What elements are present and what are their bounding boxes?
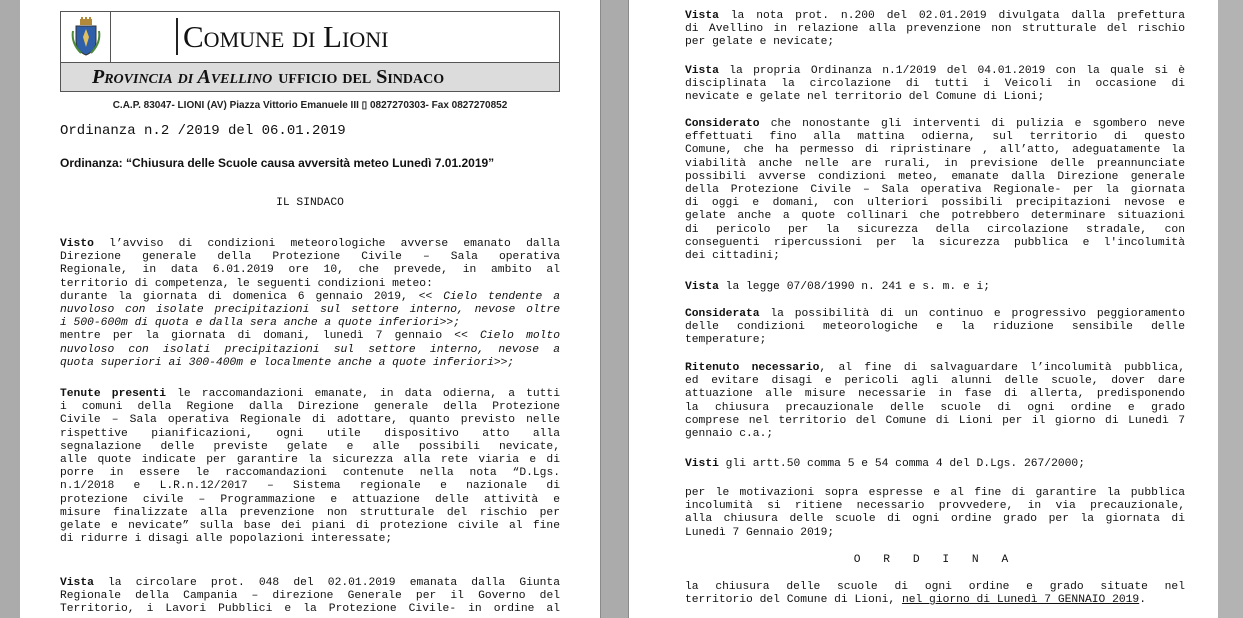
paragraph-line: per gelate e nevicate; — [685, 36, 835, 49]
coat-of-arms-logo — [61, 12, 111, 63]
paragraph-line: possibili avverse condizioni meteo, emanate dalla Direzione generale — [685, 170, 1185, 183]
paragraph-ritenuto — [685, 362, 1185, 441]
paragraph-line: viabilità anche nelle are rurali, in previsione delle preannunciate — [685, 157, 1185, 170]
paragraph-vista-legge — [685, 281, 1185, 294]
paragraph-chiusura — [685, 581, 1185, 607]
paragraph-lead: Considerato — [685, 118, 760, 130]
paragraph-considerato — [685, 118, 1185, 263]
paragraph-visto-avviso — [60, 238, 560, 370]
paragraph-line: gli artt.50 comma 5 e 54 comma 4 del D.Lgs. 267/2000; — [718, 458, 1085, 470]
paragraph-lead: Considerata — [685, 308, 760, 320]
paragraph-considerata — [685, 308, 1185, 348]
paragraph-line: Regionale, in data 6.01.2019 ore 10, che prevede, in ambito al — [60, 264, 560, 277]
paragraph-line: effettuati fino alla mattina odierna, sul territorio di questo — [685, 131, 1185, 144]
forecast-quote: << Cielo tendente a — [418, 290, 560, 303]
document-page-left — [20, 0, 601, 618]
document-page-right — [628, 0, 1218, 618]
paragraph-line: la chiusura precauzionale delle scuole di ogni ordine e grado — [685, 401, 1185, 414]
forecast-quote: << Cielo molto — [454, 330, 560, 343]
paragraph-line: di Avellino in relazione alla prevenzione non strutturale del rischio — [685, 23, 1185, 36]
paragraph-line: Territorio, i Lavori Pubblici e la Protezione Civile- in ordine al — [60, 603, 560, 616]
paragraph-line: territorio del Comune di Lioni, — [685, 594, 902, 607]
ordinance-object: Ordinanza: “Chiusura delle Scuole causa avversità meteo Lunedì 7.01.2019” — [60, 156, 495, 170]
office-name: ufficio del Sindaco — [278, 65, 445, 88]
paragraph-line: segnalazione delle previste gelate e alle possibili nevicate, — [60, 440, 560, 453]
paragraph-line: alle quote indicate per garantire la sicurezza alla rete viaria e di — [60, 454, 560, 467]
paragraph-line: i comuni della Regione dalla Direzione generale della Protezione — [60, 401, 560, 414]
paragraph-lead: Visto — [60, 238, 94, 250]
paragraph-line: delle condizioni meteorologiche e la riduzione sensibile delle — [685, 321, 1185, 334]
paragraph-line: gelate e nevicate” sulla base dei piani di protezione civile al fine — [60, 520, 560, 533]
underlined-date: nel giorno di Lunedì 7 GENNAIO 2019 — [901, 594, 1140, 607]
paragraph-line: di ridurre i disagi alle popolazioni interessate; — [60, 533, 393, 546]
paragraph-visti — [685, 458, 1185, 471]
header-subtitle-row — [61, 63, 559, 91]
paragraph-line: gelate anche a quote collinari che potrebbero determinare situazioni — [685, 210, 1185, 223]
paragraph-line: protezione civile – Programmazione e attuazione delle attività e — [60, 493, 560, 506]
paragraph-line: dei cittadini; — [685, 250, 780, 263]
paragraph-line: gennaio c.a.; — [685, 428, 774, 441]
paragraph-line: Civile – Sala operativa Regionale di adottare, quanto previsto nelle — [60, 414, 560, 427]
paragraph-line: comprese nel territorio del Comune di Lioni per il giorno di Lunedì 7 — [685, 414, 1185, 427]
paragraph-line: la circolare prot. 048 del 02.01.2019 emanata dalla Giunta — [93, 577, 560, 589]
coat-of-arms-icon — [71, 17, 101, 57]
paragraph-lead: Visti — [685, 458, 719, 470]
paragraph-line: territorio di competenza, le seguenti condizioni meteo: — [60, 277, 433, 290]
ordina-heading: O R D I N A — [853, 554, 1017, 566]
paragraph-lead: Vista — [685, 65, 719, 77]
text-cursor-bar — [176, 18, 178, 55]
paragraph-vista-circolare — [60, 577, 560, 617]
paragraph-line: Lunedì 7 Gennaio 2019; — [685, 526, 835, 539]
paragraph-line: le raccomandazioni emanate, in data odierna, a tutti — [166, 388, 560, 400]
paragraph-lead: Ritenuto necessario — [685, 362, 820, 374]
paragraph-tenute-presenti — [60, 388, 560, 546]
forecast-quote: nuvoloso con isolate precipitazioni sul settore interno, nevose oltre — [60, 304, 560, 317]
paragraph-lead: Vista — [685, 281, 719, 293]
authority-heading: IL SINDACO — [276, 197, 344, 209]
paragraph-line: per le motivazioni sopra espresse e al fine di garantire la pubblica — [685, 487, 1185, 499]
paragraph-line: nevicate e gelate nel territorio del Comune di Lioni; — [685, 91, 1045, 104]
province-name: Provincia di Avellino — [92, 65, 273, 88]
paragraph-line: attuazione alle misure necessarie in fase di allerta, predisponendo — [685, 388, 1185, 401]
paragraph-line: conseguenti ripercussioni per la sicurezza pubblica e l'incolumità — [685, 236, 1185, 249]
forecast-quote: quota superiori ai 300-400m e localmente anche a quote inferiori>>; — [60, 356, 515, 369]
window-edge — [1218, 0, 1243, 618]
paragraph-line: della Protezione Civile – Sala operativa Regionale- per la giornata — [685, 184, 1185, 197]
paragraph-line: la chiusura delle scuole di ogni ordine e grado situate nel — [685, 581, 1185, 593]
paragraph-line: mentre per la giornata di domani, lunedì 7 gennaio — [60, 330, 455, 343]
paragraph-line: la possibilità di un continuo e progressivo peggioramento — [759, 308, 1185, 320]
paragraph-line: Comune, che ha permesso di ripristinare , all’atto, adeguatamente la — [685, 144, 1185, 157]
paragraph-line: misure finalizzate alla prevenzione non strutturale del rischio per — [60, 506, 560, 519]
paragraph-line: la legge 07/08/1990 n. 241 e s. m. e i; — [718, 281, 991, 293]
paragraph-line: rispettive pianificazioni, ogni utile dispositivo atto alla — [60, 427, 560, 440]
paragraph-lead: Vista — [685, 10, 719, 22]
paragraph-line: la propria Ordinanza n.1/2019 del 04.01.2019 con la quale si è — [718, 65, 1185, 77]
header-title-row — [111, 12, 559, 63]
paragraph-line: ed evitare disagi e pericoli agli alunni delle scuole, dover dare — [685, 375, 1185, 388]
municipality-title: Comune di Lioni — [183, 19, 389, 54]
paragraph-line: la nota prot. n.200 del 02.01.2019 divulgata dalla prefettura — [718, 10, 1185, 22]
paragraph-line: l’avviso di condizioni meteorologiche avverse emanato dalla — [93, 238, 560, 250]
ordinance-number: Ordinanza n.2 /2019 del 06.01.2019 — [60, 123, 346, 139]
paragraph-line: Regionale della Campania – direzione Generale per il Governo del — [60, 590, 560, 603]
paragraph-line: che nonostante gli interventi di pulizia e sgombero neve — [759, 118, 1185, 130]
paragraph-line: porre in essere le raccomandazioni contenute nella nota “D.Lgs. — [60, 467, 560, 480]
paragraph-line: , al fine di salvaguardare l’incolumità pubblica, — [819, 362, 1185, 374]
forecast-quote: i 500-600m di quota e dalla sera anche a quote inferiori>>; — [60, 317, 460, 330]
paragraph-line: Direzione generale della Protezione Civile – Sala operativa — [60, 251, 560, 264]
forecast-quote: nuvoloso con isolati precipitazioni sul settore interno, nevose a — [60, 343, 560, 356]
paragraph-lead: Vista — [60, 577, 94, 589]
paragraph-line: alla chiusura delle scuole di ogni ordine grado per la giornata di — [685, 513, 1185, 526]
paragraph-vista-ordinanza — [685, 65, 1185, 105]
paragraph-line: incolumità si ritiene necessario provvedere, in via precauzionale, — [685, 500, 1185, 513]
paragraph-vista-nota — [685, 10, 1185, 50]
paragraph-lead: Tenute presenti — [60, 388, 167, 400]
paragraph-line: durante la giornata di domenica 6 gennaio 2019, — [60, 290, 419, 303]
paragraph-line: n.1/2018 e L.R.n.12/2017 – Sistema regionale e nazionale di — [60, 480, 560, 493]
paragraph-line: di pericolo per la sicurezza della circolazione stradale, con — [685, 223, 1185, 236]
paragraph-line: disciplinata la circolazione di tutti i Veicoli in occasione di — [685, 78, 1185, 91]
paragraph-motivazioni — [685, 487, 1185, 540]
letterhead — [60, 11, 560, 92]
paragraph-line: temperature; — [685, 334, 767, 347]
sentence-end: . — [1139, 594, 1146, 607]
address-line: C.A.P. 83047- LIONI (AV) Piazza Vittorio Emanuele III ▯ 0827270303- Fax 0827270852 — [112, 100, 508, 111]
paragraph-line: di oggi e domani, con ulteriori possibili precipitazioni nevose e — [685, 197, 1185, 210]
